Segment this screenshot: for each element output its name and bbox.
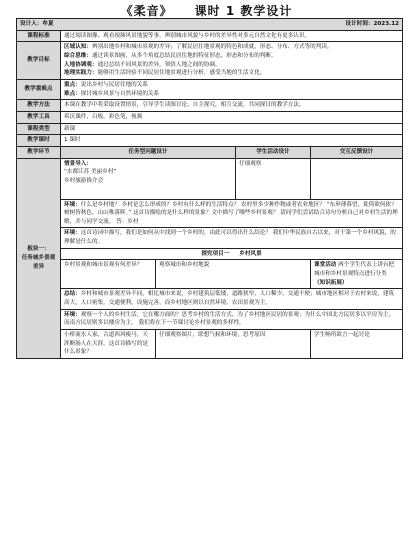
keypoint-item: [64, 90, 399, 99]
col-feedback: 交互反馈设计: [311, 146, 403, 158]
tools-label: 教学工具: [17, 111, 61, 123]
item2-row: [17, 330, 403, 359]
goal-item: [64, 61, 399, 70]
col-student: 学生活动设计: [236, 146, 311, 158]
goal-text: 通过读景图画，从多个角度总结民居住地的特征形态，形态和分布的判断。: [91, 52, 277, 59]
keypoint-text: 说出乡村与民居住地的关系: [80, 81, 148, 88]
lesson-plan-table: [16, 18, 403, 359]
question-text: 什么是乡村地？ 乡村是怎么形成的？乡村有什么样的生活特点？ 农村里多少种作物或者农业地区？ “东皋薄暮望，徙倚欲何依？树树皆秋色，山山唯落晖。” 这首诗描绘的是什么样的景象？文中描写了哪些乡村景观？ 请同学们尝试结合诗句分析自己对乡村生活的理解，并与同学交流。 答：乡村: [64, 201, 398, 225]
item1-feedback-text: 两个学生代表上讲台把城市和乡村景观特点进行分类: [314, 262, 395, 278]
standard-row: [17, 30, 403, 42]
keypoint-head: 难点：: [64, 90, 81, 97]
document-title: [0, 2, 413, 19]
meta-row: [17, 19, 403, 31]
type-text: 新课: [61, 123, 403, 135]
summary-cell-1: [61, 289, 403, 309]
hours-row: [17, 135, 403, 147]
intro-student: 仔细观察: [236, 158, 311, 199]
item2-question: 小桥流水人家，古道西风瘦马，天涯断肠人在天涯，这首诗描写的是什么景象？: [61, 330, 156, 359]
item1-feedback: [311, 260, 403, 289]
summary-text: 乡村和城市景观差异不同，相比城市来说，乡村建筑层低矮，道路狭窄，人口稀少，交通不便；城市地区相对于农村来说，建筑高大，人口密集，交通便利，设施完善，而乡村地区则以自然环境、农田景观为主。: [64, 291, 395, 307]
goal-item: [64, 69, 399, 78]
question-text: 这首诗词中描写，我们是如何从中找到一个乡村的，由此可以得出什么结论？ 我们中华民族自古以来，对于第一个乡村风貌，的理解是什么的。: [64, 230, 396, 246]
item1-feedback-head: 课堂活动: [314, 262, 337, 269]
question-head: 环境：: [64, 230, 81, 237]
type-label: 课程类型: [17, 123, 61, 135]
designer-label: 设计人：: [20, 21, 43, 27]
item1-row: [17, 260, 403, 289]
item2-feedback: 学生畅所欲言一起讨论: [311, 330, 403, 359]
goals-cell: [61, 42, 403, 80]
keypoints-row: [17, 79, 403, 99]
keypoints-cell: [61, 79, 403, 99]
goal-head: 地理实践力：: [64, 70, 98, 77]
tools-text: 希沃课件，白板，彩色笔，视频: [61, 111, 403, 123]
item1-feedback-tail: （知识拓展）: [314, 279, 348, 286]
question-cell-1: [61, 199, 403, 228]
question-text: 观察一个人的乡村生活，它在哪方面的？思考乡村的生活方式，为了乡村地区民居的景观；为什么中国北方民居多以平房为主，而南方民居则多以楼房为主。 我们将在下一节课讨论乡村景观的多样性。: [64, 311, 395, 327]
design-time: 2023.12: [373, 21, 399, 27]
intro-head: 情景导入：: [64, 160, 92, 167]
title-main: 《柔音》: [120, 4, 173, 18]
question-head: 环境：: [64, 311, 81, 318]
hours-text: 1 课时: [61, 135, 403, 147]
item1-name: 乡村风景: [239, 250, 262, 257]
methods-row: [17, 100, 403, 112]
keypoint-text: 探讨城乡风景与自然环境的关系: [80, 90, 160, 97]
tools-row: [17, 111, 403, 123]
goal-item: [64, 43, 399, 52]
standard-label: 课程标准: [17, 30, 61, 42]
goal-text: 能够用生活经验不同民居住地景观进行分析，感受当地的生活文化。: [97, 70, 266, 77]
intro-line: “水都江苏 美丽乡村”: [64, 169, 117, 176]
goal-text: 辨别出地乡村和城市景观的差异；了解民居住地景观的特色和成就，形态、分布、方式等的判读。: [91, 44, 333, 51]
goal-head: 人地协调观：: [64, 61, 98, 68]
standard-text: 通过阅读图像、观看视频风景地貌等事，辨别城市风貌与乡村的差异性对多元自然文化有更多认识。: [61, 30, 403, 42]
keypoint-head: 重点：: [64, 81, 81, 88]
item1-label: 探究项目一: [201, 250, 230, 257]
question-row-3: [17, 309, 403, 329]
title-sub: 课时 1 教学设计: [194, 4, 293, 18]
col-teacher: 任务型问题设计: [61, 146, 236, 158]
question-cell-3: [61, 309, 403, 329]
item1-header-row: [17, 248, 403, 260]
goal-head: 区域认知：: [64, 44, 92, 51]
goals-label: 教学目标: [17, 42, 61, 80]
question-row-1: [17, 199, 403, 228]
summary-head: 总结：: [64, 291, 81, 298]
design-time-label: 设计时间：: [345, 21, 374, 27]
question-row-2: [17, 228, 403, 248]
item1-activity: 观察城市和乡村地貌: [156, 260, 311, 289]
methods-label: 教学方法: [17, 100, 61, 112]
process-label: 教学环节: [17, 146, 61, 158]
methods-text: 本课在教学中将采取设置情景，引导学生读图讨论、自主探究，相互交流，共同探讨的教学方法。: [61, 100, 403, 112]
process-header-row: [17, 146, 403, 158]
goal-head: 综合思维：: [64, 52, 92, 59]
item2-activity: 仔细观察图片，联想气候和环境，思考原因: [156, 330, 311, 359]
section-side-label: 板块一： 任务城乡景观差异: [17, 158, 61, 358]
intro-cell: [61, 158, 236, 199]
question-cell-2: [61, 228, 403, 248]
goal-text: 通过总结不同风景的差异，领悟人地之间的协调。: [97, 61, 221, 68]
keypoints-label: 教学重难点: [17, 79, 61, 99]
item1-question: 乡村景观和城市景观有何差异？: [61, 260, 156, 289]
item1-header: [61, 248, 403, 260]
type-row: [17, 123, 403, 135]
designer-name: 牟夏: [42, 21, 54, 27]
summary-row-1: [17, 289, 403, 309]
goals-row: [17, 42, 403, 80]
intro-feedback: [311, 158, 403, 199]
question-head: 环境：: [64, 201, 81, 208]
hours-label: 教学课时: [17, 135, 61, 147]
goal-item: [64, 52, 399, 61]
intro-row: [17, 158, 403, 199]
intro-line: 乡村旅游推介会: [64, 177, 104, 184]
keypoint-item: [64, 81, 399, 90]
